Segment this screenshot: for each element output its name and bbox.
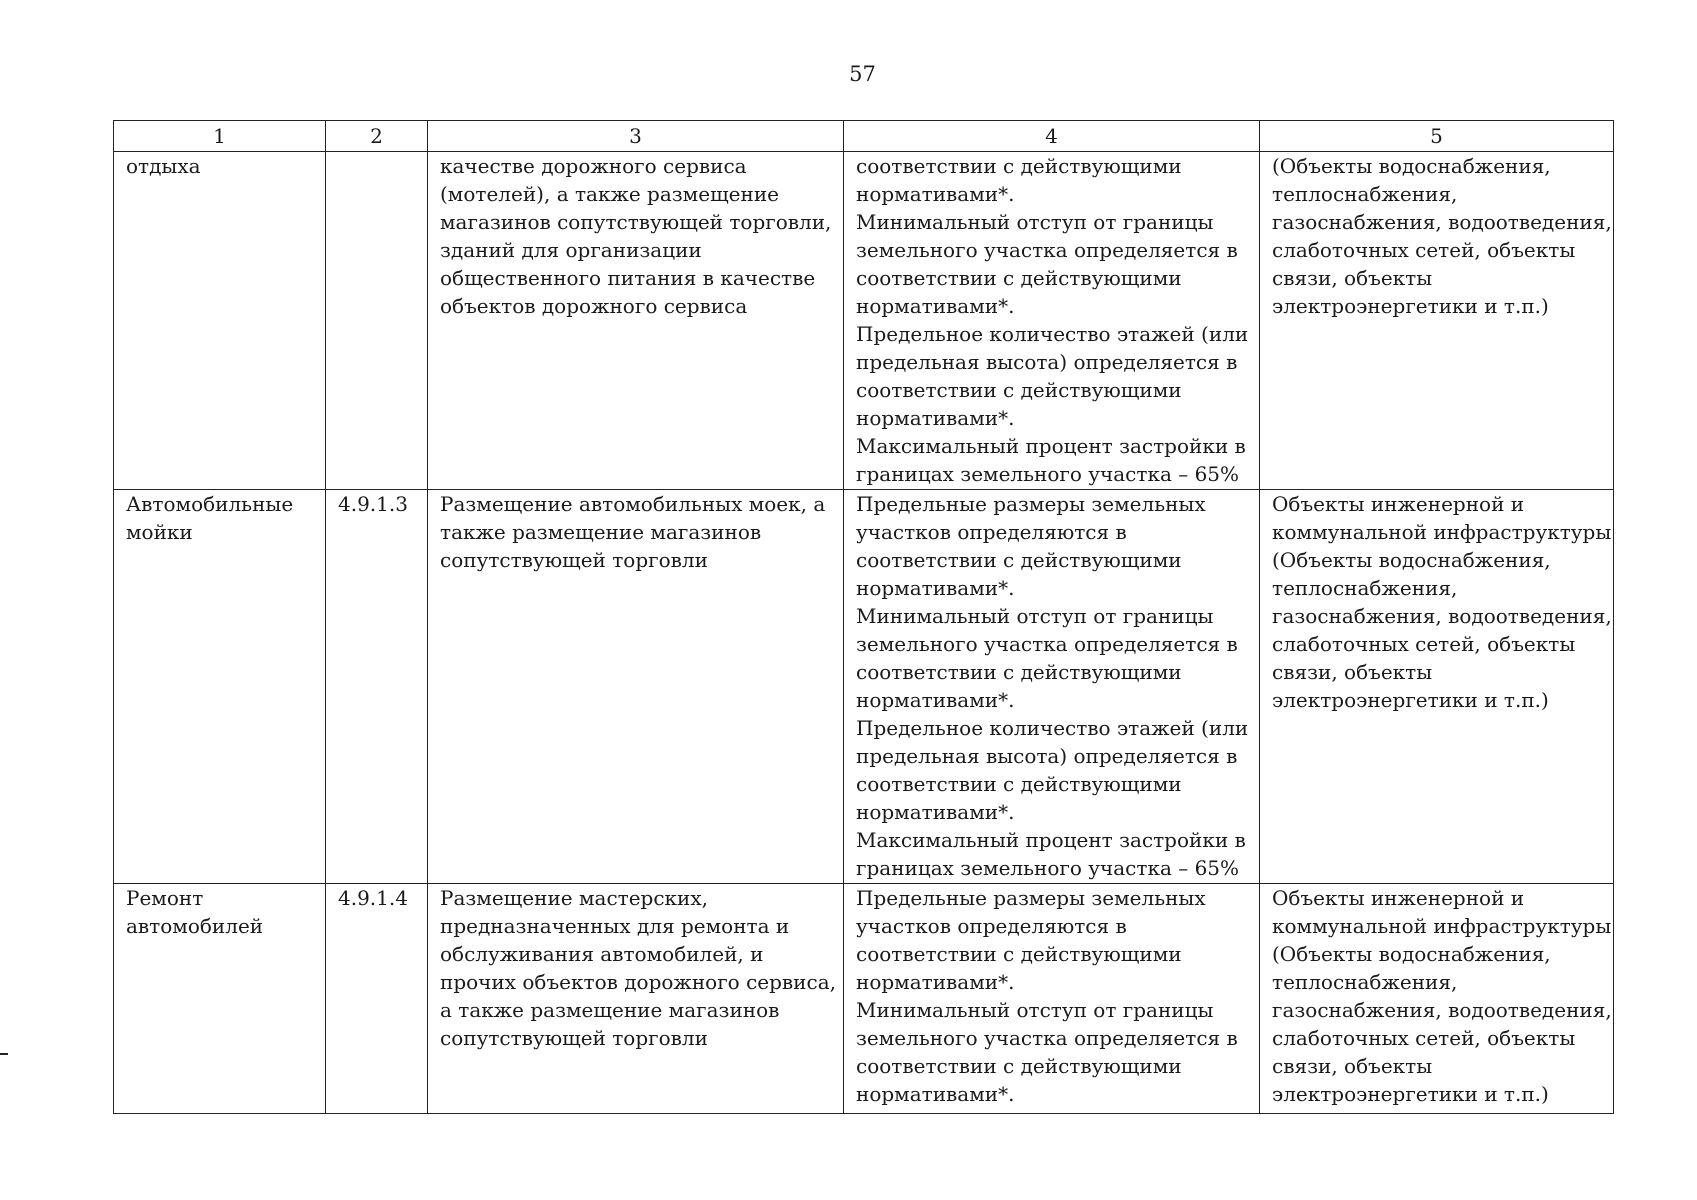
cell-text-line: Предельное количество этажей (или (856, 322, 1249, 346)
cell-text-line: соответствии с действующими (856, 772, 1182, 796)
cell-text-line: также размещение магазинов (440, 520, 762, 544)
cell-text-line: соответствии с действующими (856, 660, 1182, 684)
margin-mark (0, 1053, 8, 1055)
table-row (114, 490, 1614, 884)
code-cell (326, 152, 428, 490)
cell-text-line: сопутствующей торговли (440, 1026, 708, 1050)
use-name-cell (114, 884, 326, 1114)
cell-text-line: автомобилей (126, 914, 264, 938)
cell-text-line: коммунальной инфраструктуры (1272, 914, 1612, 938)
cell-text-line: предельная высота) определяется в (856, 350, 1238, 374)
cell-text-line: земельного участка определяется в (856, 238, 1238, 262)
cell-text-line: Объекты инженерной и (1272, 492, 1525, 516)
table-row (114, 152, 1614, 490)
cell-text-line: электроэнергетики и т.п.) (1272, 688, 1549, 712)
parameters-cell (844, 884, 1260, 1114)
cell-text-line: границах земельного участка – 65% (856, 462, 1240, 486)
cell-text-line: нормативами*. (856, 576, 1015, 600)
cell-text-line: 4.9.1.4 (338, 886, 408, 910)
use-name-cell (114, 490, 326, 884)
cell-text-line: нормативами*. (856, 800, 1015, 824)
cell-text-line: Предельное количество этажей (или (856, 716, 1249, 740)
cell-text-line: Объекты инженерной и (1272, 886, 1525, 910)
cell-text-line: Ремонт (126, 886, 204, 910)
cell-text-line: электроэнергетики и т.п.) (1272, 1082, 1549, 1106)
cell-text-line: теплоснабжения, (1272, 182, 1458, 206)
cell-text-line: связи, объекты (1272, 660, 1433, 684)
cell-text-line: соответствии с действующими (856, 1054, 1182, 1078)
cell-text-line: участков определяются в (856, 520, 1127, 544)
cell-text-line: нормативами*. (856, 182, 1015, 206)
cell-text-line: соответствии с действующими (856, 942, 1182, 966)
cell-text-line: коммунальной инфраструктуры (1272, 520, 1612, 544)
table-row (114, 884, 1614, 1114)
cell-text-line: слаботочных сетей, объекты (1272, 1026, 1576, 1050)
header-col-2: 2 (326, 121, 428, 152)
cell-text-line: соответствии с действующими (856, 378, 1182, 402)
cell-text-line: Предельные размеры земельных (856, 886, 1206, 910)
cell-text-line: 4.9.1.3 (338, 492, 408, 516)
cell-text-line: соответствии с действующими (856, 266, 1182, 290)
cell-text-line: слаботочных сетей, объекты (1272, 632, 1576, 656)
code-cell (326, 490, 428, 884)
header-col-3: 3 (428, 121, 844, 152)
cell-text-line: прочих объектов дорожного сервиса, (440, 970, 836, 994)
cell-text-line: участков определяются в (856, 914, 1127, 938)
cell-text-line: газоснабжения, водоотведения, (1272, 604, 1612, 628)
cell-text-line: Максимальный процент застройки в (856, 828, 1246, 852)
cell-text-line: (мотелей), а также размещение (440, 182, 780, 206)
infrastructure-cell (1260, 884, 1614, 1114)
cell-text-line: Автомобильные (126, 492, 294, 516)
cell-text-line: связи, объекты (1272, 266, 1433, 290)
cell-text-line: общественного питания в качестве (440, 266, 816, 290)
parameters-cell (844, 152, 1260, 490)
cell-text-line: теплоснабжения, (1272, 576, 1458, 600)
cell-text-line: мойки (126, 520, 193, 544)
cell-text-line: Минимальный отступ от границы (856, 604, 1214, 628)
infrastructure-cell (1260, 152, 1614, 490)
description-cell (428, 884, 844, 1114)
cell-text-line: соответствии с действующими (856, 548, 1182, 572)
cell-text-line: отдыха (126, 154, 201, 178)
header-col-5: 5 (1260, 121, 1614, 152)
description-cell (428, 152, 844, 490)
cell-text-line: Размещение автомобильных моек, а (440, 492, 826, 516)
cell-text-line: земельного участка определяется в (856, 632, 1238, 656)
header-col-1: 1 (114, 121, 326, 152)
cell-text-line: обслуживания автомобилей, и (440, 942, 764, 966)
code-cell (326, 884, 428, 1114)
cell-text-line: нормативами*. (856, 406, 1015, 430)
cell-text-line: границах земельного участка – 65% (856, 856, 1240, 880)
cell-text-line: (Объекты водоснабжения, (1272, 154, 1551, 178)
cell-text-line: нормативами*. (856, 294, 1015, 318)
cell-text-line: предельная высота) определяется в (856, 744, 1238, 768)
land-use-table (113, 120, 1614, 1114)
cell-text-line: соответствии с действующими (856, 154, 1182, 178)
cell-text-line: магазинов сопутствующей торговли, (440, 210, 832, 234)
cell-text-line: нормативами*. (856, 688, 1015, 712)
header-col-4: 4 (844, 121, 1260, 152)
cell-text-line: связи, объекты (1272, 1054, 1433, 1078)
page-number: 57 (849, 62, 876, 86)
cell-text-line: электроэнергетики и т.п.) (1272, 294, 1549, 318)
use-name-cell (114, 152, 326, 490)
cell-text-line: нормативами*. (856, 970, 1015, 994)
parameters-cell (844, 490, 1260, 884)
cell-text-line: Максимальный процент застройки в (856, 434, 1246, 458)
cell-text-line: качестве дорожного сервиса (440, 154, 747, 178)
cell-text-line: Минимальный отступ от границы (856, 210, 1214, 234)
cell-text-line: газоснабжения, водоотведения, (1272, 210, 1612, 234)
cell-text-line: Размещение мастерских, (440, 886, 709, 910)
cell-text-line: объектов дорожного сервиса (440, 294, 748, 318)
cell-text-line: предназначенных для ремонта и (440, 914, 790, 938)
cell-text-line: сопутствующей торговли (440, 548, 708, 572)
cell-text-line: (Объекты водоснабжения, (1272, 942, 1551, 966)
infrastructure-cell (1260, 490, 1614, 884)
cell-text-line: нормативами*. (856, 1082, 1015, 1106)
description-cell (428, 490, 844, 884)
cell-text-line: теплоснабжения, (1272, 970, 1458, 994)
cell-text-line: Минимальный отступ от границы (856, 998, 1214, 1022)
cell-text-line: газоснабжения, водоотведения, (1272, 998, 1612, 1022)
cell-text-line: зданий для организации (440, 238, 702, 262)
cell-text-line: земельного участка определяется в (856, 1026, 1238, 1050)
cell-text-line: Предельные размеры земельных (856, 492, 1206, 516)
cell-text-line: слаботочных сетей, объекты (1272, 238, 1576, 262)
table-header-row (114, 121, 1614, 152)
cell-text-line: (Объекты водоснабжения, (1272, 548, 1551, 572)
cell-text-line: а также размещение магазинов (440, 998, 780, 1022)
